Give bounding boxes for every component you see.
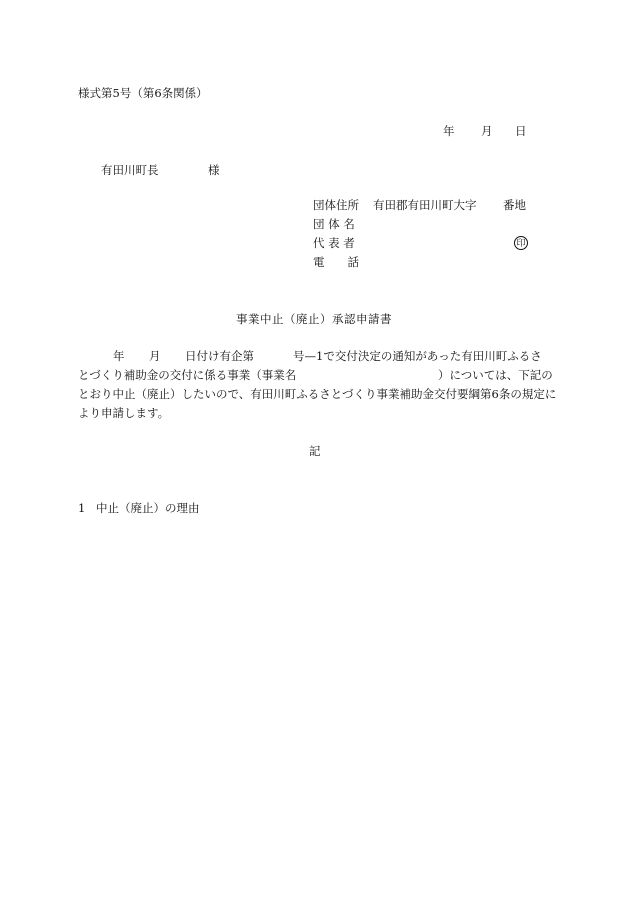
ki-marker: 記 bbox=[309, 444, 321, 458]
org-label: 団 体 名 bbox=[313, 217, 355, 231]
body-line2-start: とづくり補助金の交付に係る事業（事業名 bbox=[78, 368, 297, 382]
body-line4: より申請します。 bbox=[78, 406, 170, 420]
address-suffix: 番地 bbox=[503, 198, 526, 212]
seal-mark: 印 bbox=[514, 236, 528, 250]
form-number: 様式第5号（第6条関係） bbox=[78, 86, 208, 100]
body-line1-rest: 号—1で交付決定の通知があった有田川町ふるさ bbox=[293, 349, 542, 363]
body-month: 月 bbox=[149, 349, 161, 363]
date-year-label: 年 bbox=[443, 124, 455, 138]
item-1-number: 1 bbox=[78, 501, 86, 515]
body-line3: とおり中止（廃止）したいので、有田川町ふるさとづくり事業補助金交付要綱第6条の規定に bbox=[78, 387, 557, 401]
addressee-name: 有田川町長 bbox=[101, 163, 159, 177]
date-month-label: 月 bbox=[481, 124, 493, 138]
item-1-label: 中止（廃止）の理由 bbox=[96, 501, 200, 515]
rep-label: 代 表 者 bbox=[313, 236, 355, 250]
address-label: 団体住所 bbox=[313, 198, 359, 212]
phone-label: 電 話 bbox=[313, 255, 359, 269]
date-day-label: 日 bbox=[515, 124, 527, 138]
body-date-ref: 日付け有企第 bbox=[185, 349, 254, 363]
body-year: 年 bbox=[113, 349, 125, 363]
body-line2-end: ）については、下記の bbox=[438, 368, 553, 382]
addressee-honorific: 様 bbox=[208, 163, 220, 177]
document-title: 事業中止（廃止）承認申請書 bbox=[236, 312, 392, 326]
address-value: 有田郡有田川町大字 bbox=[373, 198, 477, 212]
